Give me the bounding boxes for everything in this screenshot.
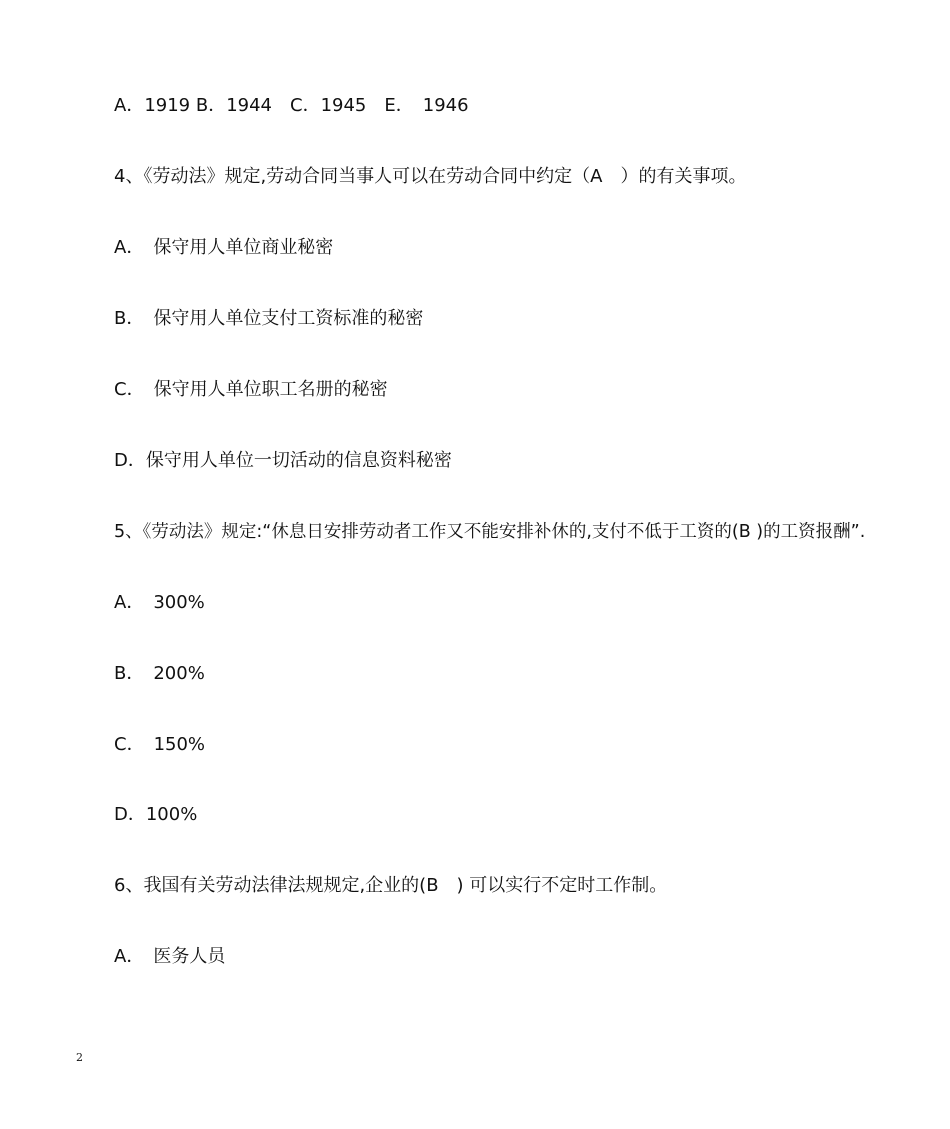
question-5-text: 5、《劳动法》规定:“休息日安排劳动者工作又不能安排补休的,支付不低于工资的(B )的工资报酬”.	[114, 522, 866, 542]
question-4-option-d: D．保守用人单位一切活动的信息资料秘密	[114, 450, 452, 471]
page-number: 2	[76, 1051, 83, 1064]
question-4-option-b: B． 保守用人单位支付工资标准的秘密	[114, 308, 424, 329]
question-4-option-c: C． 保守用人单位职工名册的秘密	[114, 379, 388, 400]
question-6-option-a: A． 医务人员	[114, 946, 226, 967]
question-6-text: 6、我国有关劳动法律法规规定,企业的(B ) 可以实行不定时工作制。	[114, 875, 668, 896]
question-5-option-a: A． 300%	[114, 592, 205, 613]
question-5-option-b: B． 200%	[114, 663, 205, 684]
question-4-text: 4、《劳动法》规定,劳动合同当事人可以在劳动合同中约定（A ）的有关事项。	[114, 166, 747, 187]
answer-options-line: A．1919 B．1944 C．1945 E． 1946	[114, 95, 469, 116]
question-4-option-a: A． 保守用人单位商业秘密	[114, 237, 334, 258]
question-5-option-c: C． 150%	[114, 734, 206, 755]
question-5-option-d: D．100%	[114, 804, 198, 825]
